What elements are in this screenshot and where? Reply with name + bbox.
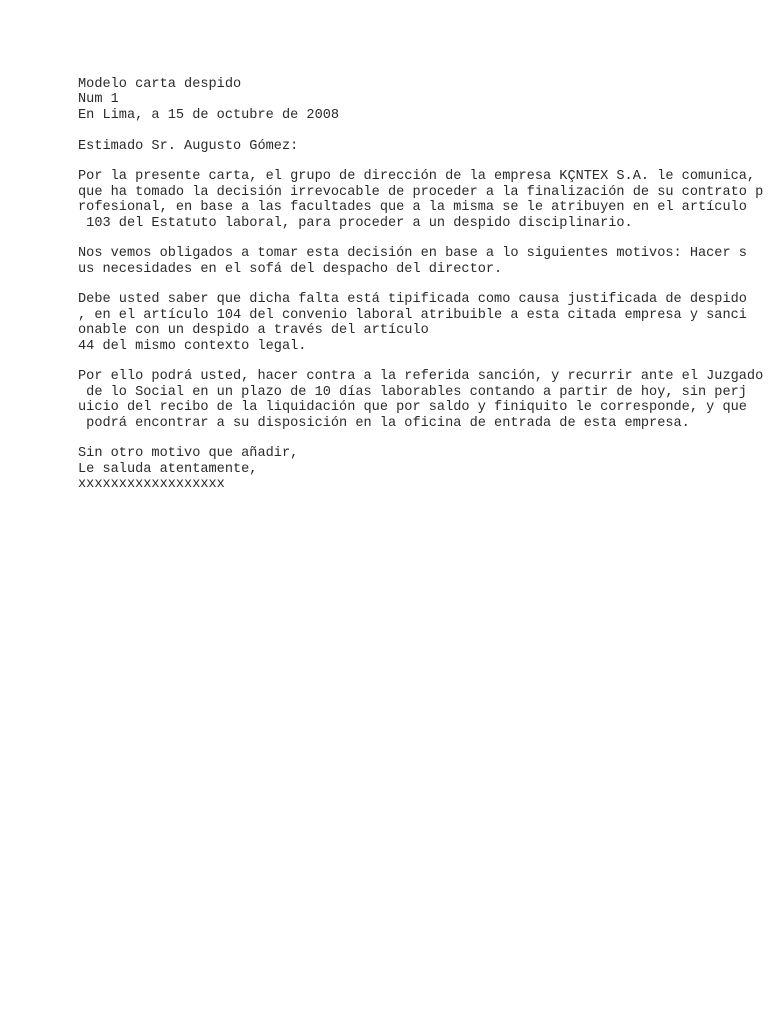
- letter-header: [78, 77, 758, 123]
- paragraph-line: podrá encontrar a su disposición en la oficina de entrada de esta empresa.: [78, 415, 690, 431]
- spacer: [78, 231, 758, 246]
- closing-greeting: Le saluda atentamente,: [78, 461, 258, 477]
- closing-remark: Sin otro motivo que añadir,: [78, 446, 299, 462]
- paragraph-line: Debe usted saber que dicha falta está tipificada como causa justificada de despido: [78, 292, 747, 308]
- place-date: En Lima, a 15 de octubre de 2008: [78, 107, 340, 123]
- paragraph-line: uicio del recibo de la liquidación que por saldo y finiquito le corresponde, y que: [78, 400, 747, 416]
- paragraph-line: rofesional, en base a las facultades que a la misma se le atribuyen en el artículo: [78, 200, 747, 216]
- document-number: Num 1: [78, 92, 119, 108]
- salutation: Estimado Sr. Augusto Gómez:: [78, 138, 299, 154]
- paragraph-line: 44 del mismo contexto legal.: [78, 338, 307, 354]
- letter-closing: [78, 446, 758, 492]
- paragraph-line: Nos vemos obligados a tomar esta decisión en base a lo siguientes motivos: Hacer s: [78, 246, 747, 262]
- paragraph-line: , en el artículo 104 del convenio laboral atribuible a esta citada empresa y sanci: [78, 307, 747, 323]
- paragraph-line: onable con un despido a través del artículo: [78, 323, 429, 339]
- spacer: [78, 123, 758, 138]
- document-title: Modelo carta despido: [78, 77, 242, 92]
- paragraph-3: [78, 292, 758, 354]
- signature-placeholder: xxxxxxxxxxxxxxxxxx: [78, 477, 225, 493]
- spacer: [78, 431, 758, 446]
- paragraph-line: us necesidades en el sofá del despacho del director.: [78, 261, 503, 277]
- paragraph-2: [78, 246, 758, 277]
- paragraph-1: [78, 169, 764, 231]
- spacer: [78, 154, 758, 169]
- paragraph-line: Por la presente carta, el grupo de dirección de la empresa KÇNTEX S.A. le comunica,: [78, 169, 756, 185]
- letter-body: [78, 77, 764, 493]
- paragraph-line: Por ello podrá usted, hacer contra a la referida sanción, y recurrir ante el Juzgado: [78, 369, 764, 385]
- paragraph-line: de lo Social en un plazo de 10 días laborables contando a partir de hoy, sin perj: [78, 384, 747, 400]
- paragraph-4: [78, 369, 764, 431]
- spacer: [78, 277, 758, 292]
- paragraph-line: 103 del Estatuto laboral, para proceder a un despido disciplinario.: [78, 215, 633, 231]
- paragraph-line: que ha tomado la decisión irrevocable de proceder a la finalización de su contrato p: [78, 184, 764, 200]
- spacer: [78, 354, 758, 369]
